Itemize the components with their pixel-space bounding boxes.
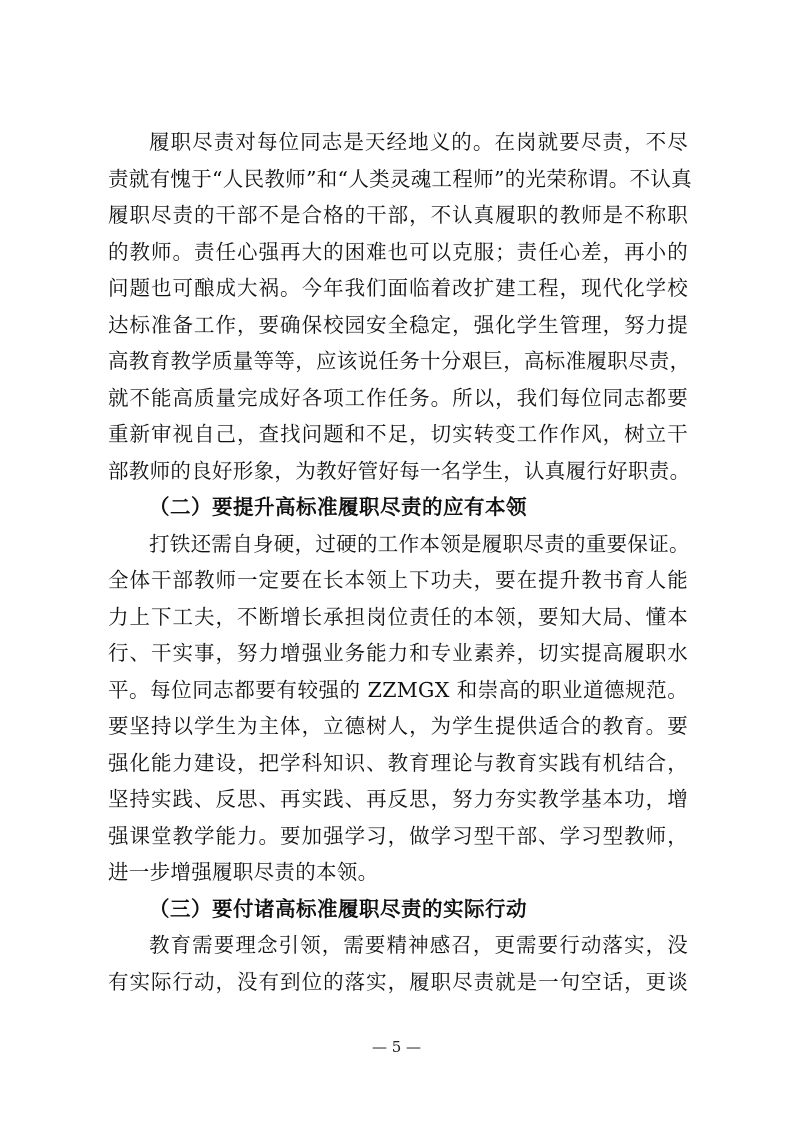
text-line: 教育需要理念引领，需要精神感召，更需要行动落实，没 — [149, 933, 688, 957]
text-line: 的教师。责任心强再大的困难也可以克服；责任心差，再小的 — [108, 239, 688, 264]
text-line: 就不能高质量完成好各项工作任务。所以，我们每位同志都要 — [108, 385, 688, 410]
text-line: 坚持实践、反思、再实践、再反思，努力夯实教学基本功，增 — [108, 787, 688, 811]
text-line: 力上下工夫，不断增长承担岗位责任的本领，要知大局、懂本 — [108, 604, 688, 629]
text-line: 问题也可酿成大祸。今年我们面临着改扩建工程，现代化学校 — [108, 276, 688, 300]
text-line: 行、干实事，努力增强业务能力和专业素养，切实提高履职水 — [108, 641, 688, 665]
text-line: 部教师的良好形象，为教好管好每一名学生，认真履行好职责。 — [108, 458, 691, 483]
document-body — [108, 124, 692, 1000]
text-line: 强化能力建设，把学科知识、教育理论与教育实践有机结合， — [108, 750, 688, 775]
text-line: 平。每位同志都要有较强的 ZZMGX 和崇高的职业道德规范。 — [108, 677, 688, 702]
text-line: 达标准备工作，要确保校园安全稳定，强化学生管理，努力提 — [108, 312, 688, 337]
text-line: 要坚持以学生为主体，立德树人，为学生提供适合的教育。要 — [108, 714, 688, 738]
section-heading-3: （三）要付诸高标准履职尽责的实际行动 — [149, 896, 527, 921]
paragraph-duty — [108, 124, 692, 489]
text-line: 履职尽责的干部不是合格的干部，不认真履职的教师是不称职 — [108, 203, 688, 227]
paragraph-action — [108, 927, 688, 1000]
text-line: 全体干部教师一定要在长本领上下功夫，要在提升教书育人能 — [108, 568, 688, 592]
page-number: — 5 — — [371, 1038, 422, 1056]
text-line: 打铁还需自身硬，过硬的工作本领是履职尽责的重要保证。 — [149, 531, 690, 556]
paragraph-skills — [108, 526, 688, 891]
text-line: 履职尽责对每位同志是天经地义的。在岗就要尽责，不尽 — [149, 130, 688, 154]
text-line: 责就有愧于“人民教师”和“人类灵魂工程师”的光荣称谓。不认真 — [108, 166, 692, 191]
text-line: 强课堂教学能力。要加强学习，做学习型干部、学习型教师， — [108, 823, 688, 848]
section-heading-2: （二）要提升高标准履职尽责的应有本领 — [149, 495, 527, 519]
text-line: 重新审视自己，查找问题和不足，切实转变工作作风，树立干 — [108, 422, 688, 446]
text-line: 进一步增强履职尽责的本领。 — [108, 860, 379, 884]
text-line: 有实际行动，没有到位的落实，履职尽责就是一句空话，更谈 — [108, 969, 688, 994]
text-line: 高教育教学质量等等，应该说任务十分艰巨，高标准履职尽责， — [108, 349, 691, 373]
